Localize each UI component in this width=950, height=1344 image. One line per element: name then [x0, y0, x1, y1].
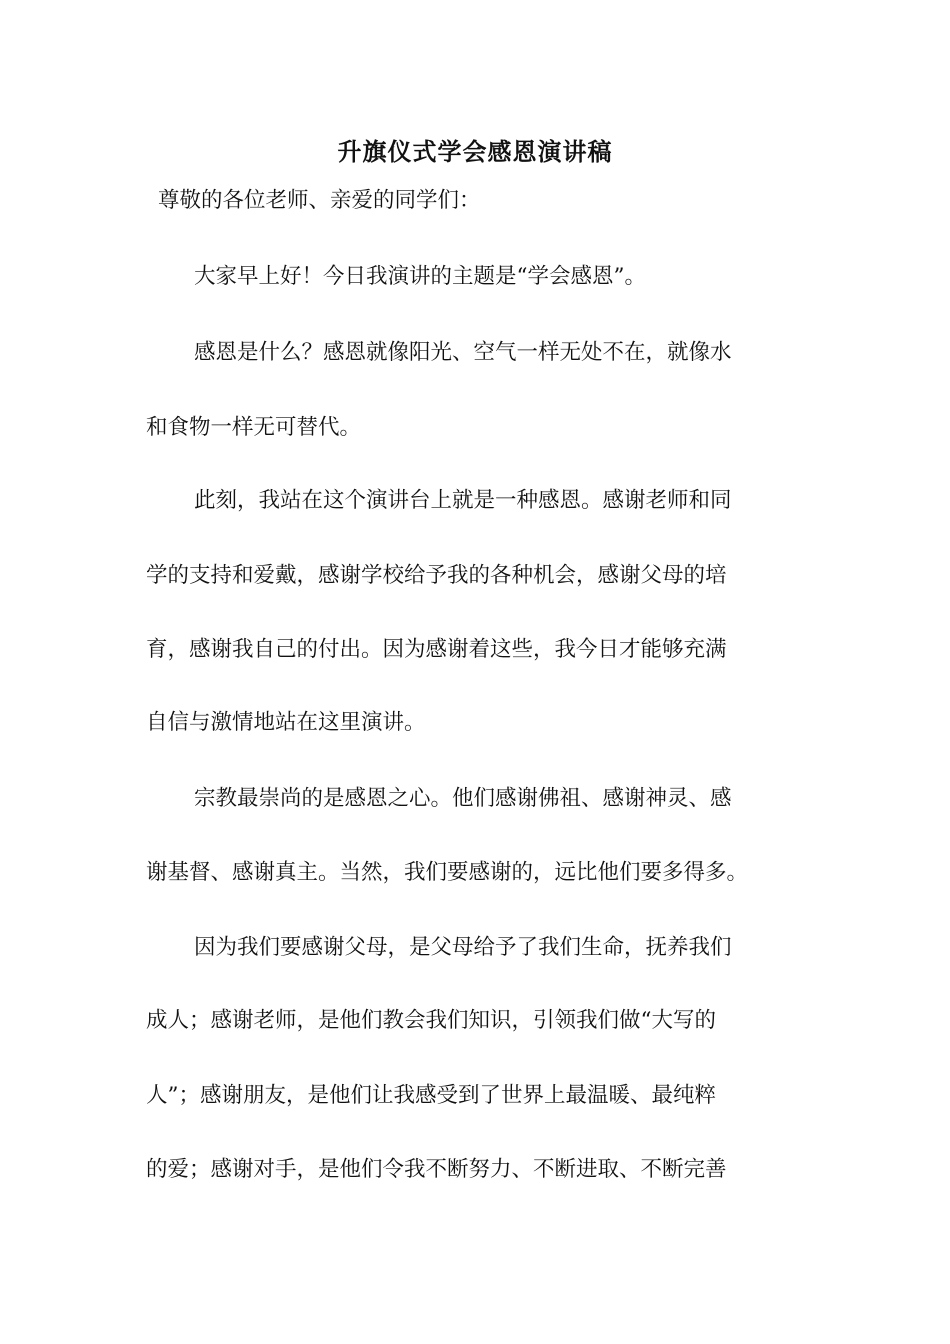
- paragraph-line: 的爱；感谢对手，是他们令我不断努力、不断进取、不断完善: [146, 1157, 727, 1182]
- paragraph-line: 成人；感谢老师，是他们教会我们知识，引领我们做“大写的: [146, 1008, 716, 1033]
- paragraph-line: 和食物一样无可替代。: [146, 415, 362, 440]
- paragraph-line: 自信与激情地站在这里演讲。: [146, 710, 426, 735]
- paragraph-line: 大家早上好！今日我演讲的主题是“学会感恩”。: [194, 264, 646, 289]
- paragraph-line: 学的支持和爱戴，感谢学校给予我的各种机会，感谢父母的培: [146, 563, 727, 588]
- salutation: 尊敬的各位老师、亲爱的同学们：: [158, 188, 481, 213]
- paragraph-line: 人”；感谢朋友，是他们让我感受到了世界上最温暖、最纯粹: [146, 1083, 716, 1108]
- paragraph-line: 宗教最崇尚的是感恩之心。他们感谢佛祖、感谢神灵、感: [194, 786, 732, 811]
- paragraph-line: 此刻，我站在这个演讲台上就是一种感恩。感谢老师和同: [194, 488, 732, 513]
- paragraph-line: 因为我们要感谢父母，是父母给予了我们生命，抚养我们: [194, 935, 732, 960]
- document-title: 升旗仪式学会感恩演讲稿: [337, 137, 613, 166]
- paragraph-line: 感恩是什么？感恩就像阳光、空气一样无处不在，就像水: [194, 340, 732, 365]
- paragraph-line: 育，感谢我自己的付出。因为感谢着这些，我今日才能够充满: [146, 637, 727, 662]
- paragraph-line: 谢基督、感谢真主。当然，我们要感谢的，远比他们要多得多。: [146, 860, 749, 885]
